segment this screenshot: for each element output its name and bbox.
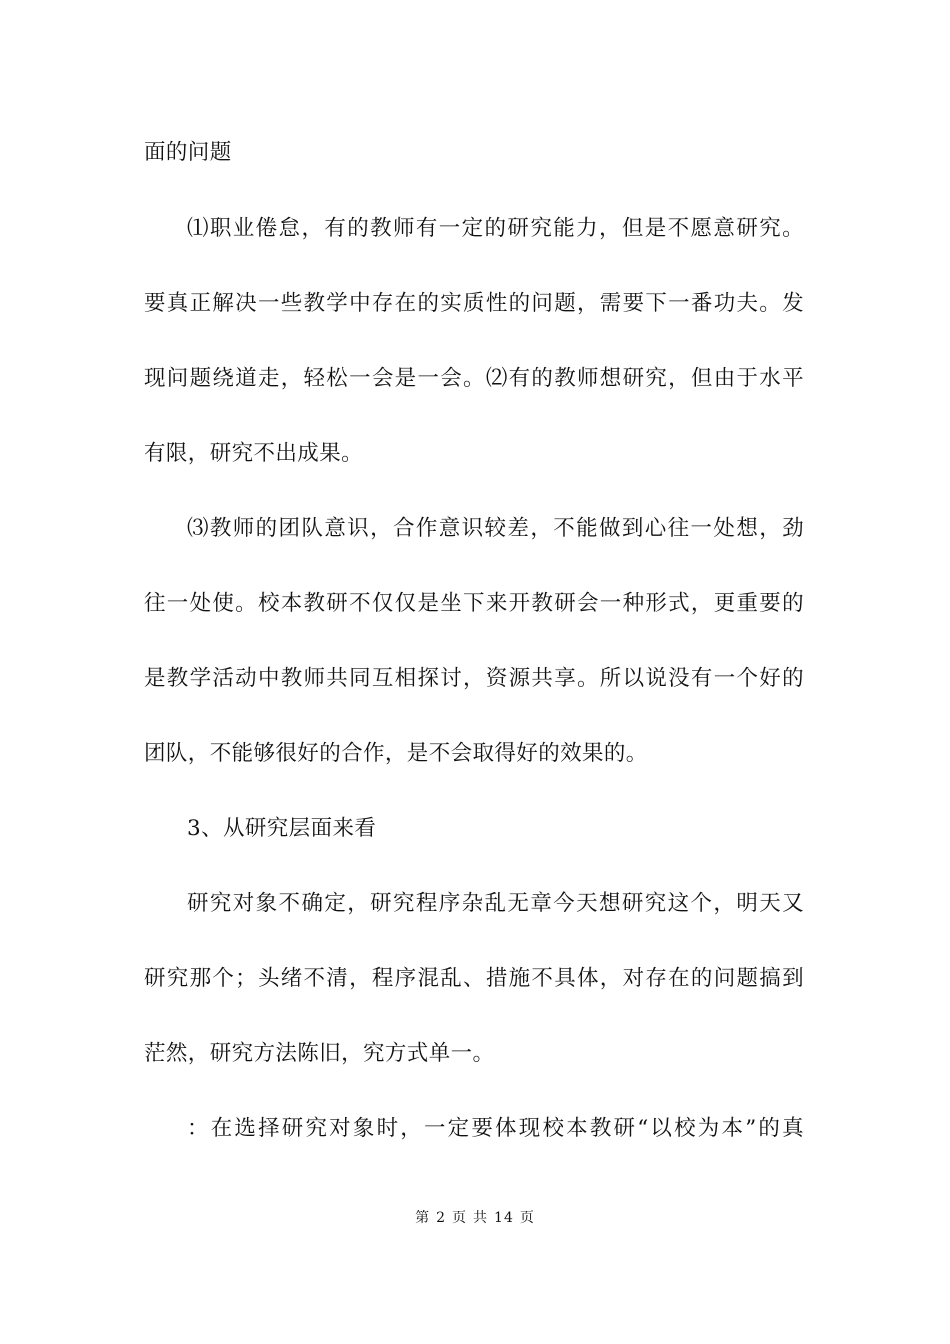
text-line: 茫然，研究方法陈旧，究方式单一。 (144, 1041, 495, 1066)
text-line: 现问题绕道走，轻松一会是一会。⑵有的教师想研究，但由于水平 (144, 366, 804, 391)
text-line: 有限，研究不出成果。 (144, 441, 364, 466)
text-line: 面的问题 (144, 140, 232, 165)
section-heading: 3、从研究层面来看 (187, 816, 377, 841)
footer-prefix: 第 (415, 1210, 431, 1226)
text-line: 往一处使。校本教研不仅仅是坐下来开教研会一种形式，更重要的 (144, 591, 804, 616)
text-line: ⑶教师的团队意识，合作意识较差，不能做到心往一处想，劲 (187, 516, 804, 541)
text-line: ⑴职业倦怠，有的教师有一定的研究能力，但是不愿意研究。 (187, 216, 804, 241)
footer-total-word: 共 (473, 1210, 489, 1226)
page-footer (0, 1208, 950, 1228)
footer-page-word: 页 (452, 1210, 468, 1226)
text-line: 研究那个；头绪不清，程序混乱、措施不具体，对存在的问题搞到 (144, 966, 804, 991)
text-line: 研究对象不确定，研究程序杂乱无章今天想研究这个，明天又 (187, 891, 804, 916)
text-line: 团队，不能够很好的合作，是不会取得好的效果的。 (144, 741, 648, 766)
text-line: 是教学活动中教师共同互相探讨，资源共享。所以说没有一个好的 (144, 666, 804, 691)
text-line: 要真正解决一些教学中存在的实质性的问题，需要下一番功夫。发 (144, 291, 804, 316)
footer-suffix: 页 (519, 1210, 535, 1226)
text-line: ：在选择研究对象时，一定要体现校本教研“以校为本”的真 (187, 1116, 804, 1141)
footer-current-page: 2 (436, 1210, 447, 1226)
footer-total-pages: 14 (494, 1210, 514, 1226)
